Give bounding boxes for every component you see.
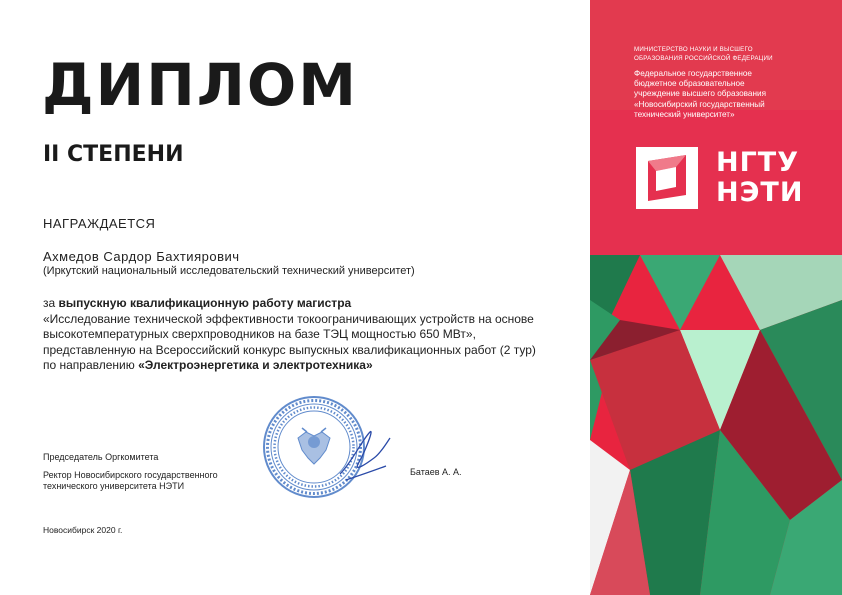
- work-title-line-1: «Исследование технической эффективности токоограничивающих устройств на основе: [43, 311, 534, 326]
- logo-wordmark: [716, 148, 803, 208]
- direction-line: [43, 358, 583, 374]
- chair-label: Председатель Оргкомитета: [43, 452, 159, 462]
- ministry-line-1: МИНИСТЕРСТВО НАУКИ И ВЫСШЕГО: [634, 46, 753, 53]
- award-for-line: [43, 296, 583, 312]
- ministry-header: [634, 45, 834, 63]
- direction-prefix: по направлению: [43, 358, 139, 372]
- signer-name: Батаев А. А.: [410, 467, 462, 477]
- inst-line-2: бюджетное образовательное: [634, 79, 745, 89]
- logo-line-1: НГТУ: [716, 147, 800, 178]
- rector-line-2: технического университета НЭТИ: [43, 481, 185, 491]
- inst-line-3: учреждение высшего образования: [634, 89, 767, 99]
- work-title-line-2: высокотемпературных сверхпроводников на базе ТЭЦ мощностью 650 МВт»,: [43, 327, 476, 341]
- awarded-label: НАГРАЖДАЕТСЯ: [43, 216, 156, 231]
- signature-icon: [340, 432, 390, 480]
- institution-description: [634, 69, 834, 120]
- logo-line-2: НЭТИ: [716, 177, 804, 208]
- ministry-line-2: ОБРАЗОВАНИЯ РОССИЙСКОЙ ФЕДЕРАЦИИ: [634, 55, 773, 62]
- award-description: [43, 296, 583, 374]
- inst-line-4: «Новосибирский государственный: [634, 99, 765, 109]
- diploma-degree: II СТЕПЕНИ: [43, 142, 184, 167]
- signature-block: [43, 452, 218, 493]
- rector-line-1: Ректор Новосибирского государственного: [43, 469, 218, 480]
- work-title-line-3: представленную на Всероссийский конкурс выпускных квалификационных работ (2 тур): [43, 342, 536, 357]
- recipient-organization: (Иркутский национальный исследовательский технический университет): [43, 265, 415, 277]
- inst-line-1: Федеральное государственное: [634, 69, 752, 78]
- ngtu-logo-mark-icon: [632, 143, 702, 213]
- award-for-prefix: за: [43, 296, 59, 310]
- award-for-bold: выпускную квалификационную работу магистра: [58, 296, 352, 310]
- official-seal-icon: [262, 392, 392, 502]
- direction-bold: «Электроэнергетика и электротехника»: [138, 358, 373, 372]
- place-date: Новосибирск 2020 г.: [43, 525, 123, 535]
- diploma-title: ДИПЛОМ: [42, 51, 358, 119]
- recipient-name: Ахмедов Сардор Бахтиярович: [43, 249, 240, 264]
- inst-line-5: технический университет»: [634, 109, 735, 119]
